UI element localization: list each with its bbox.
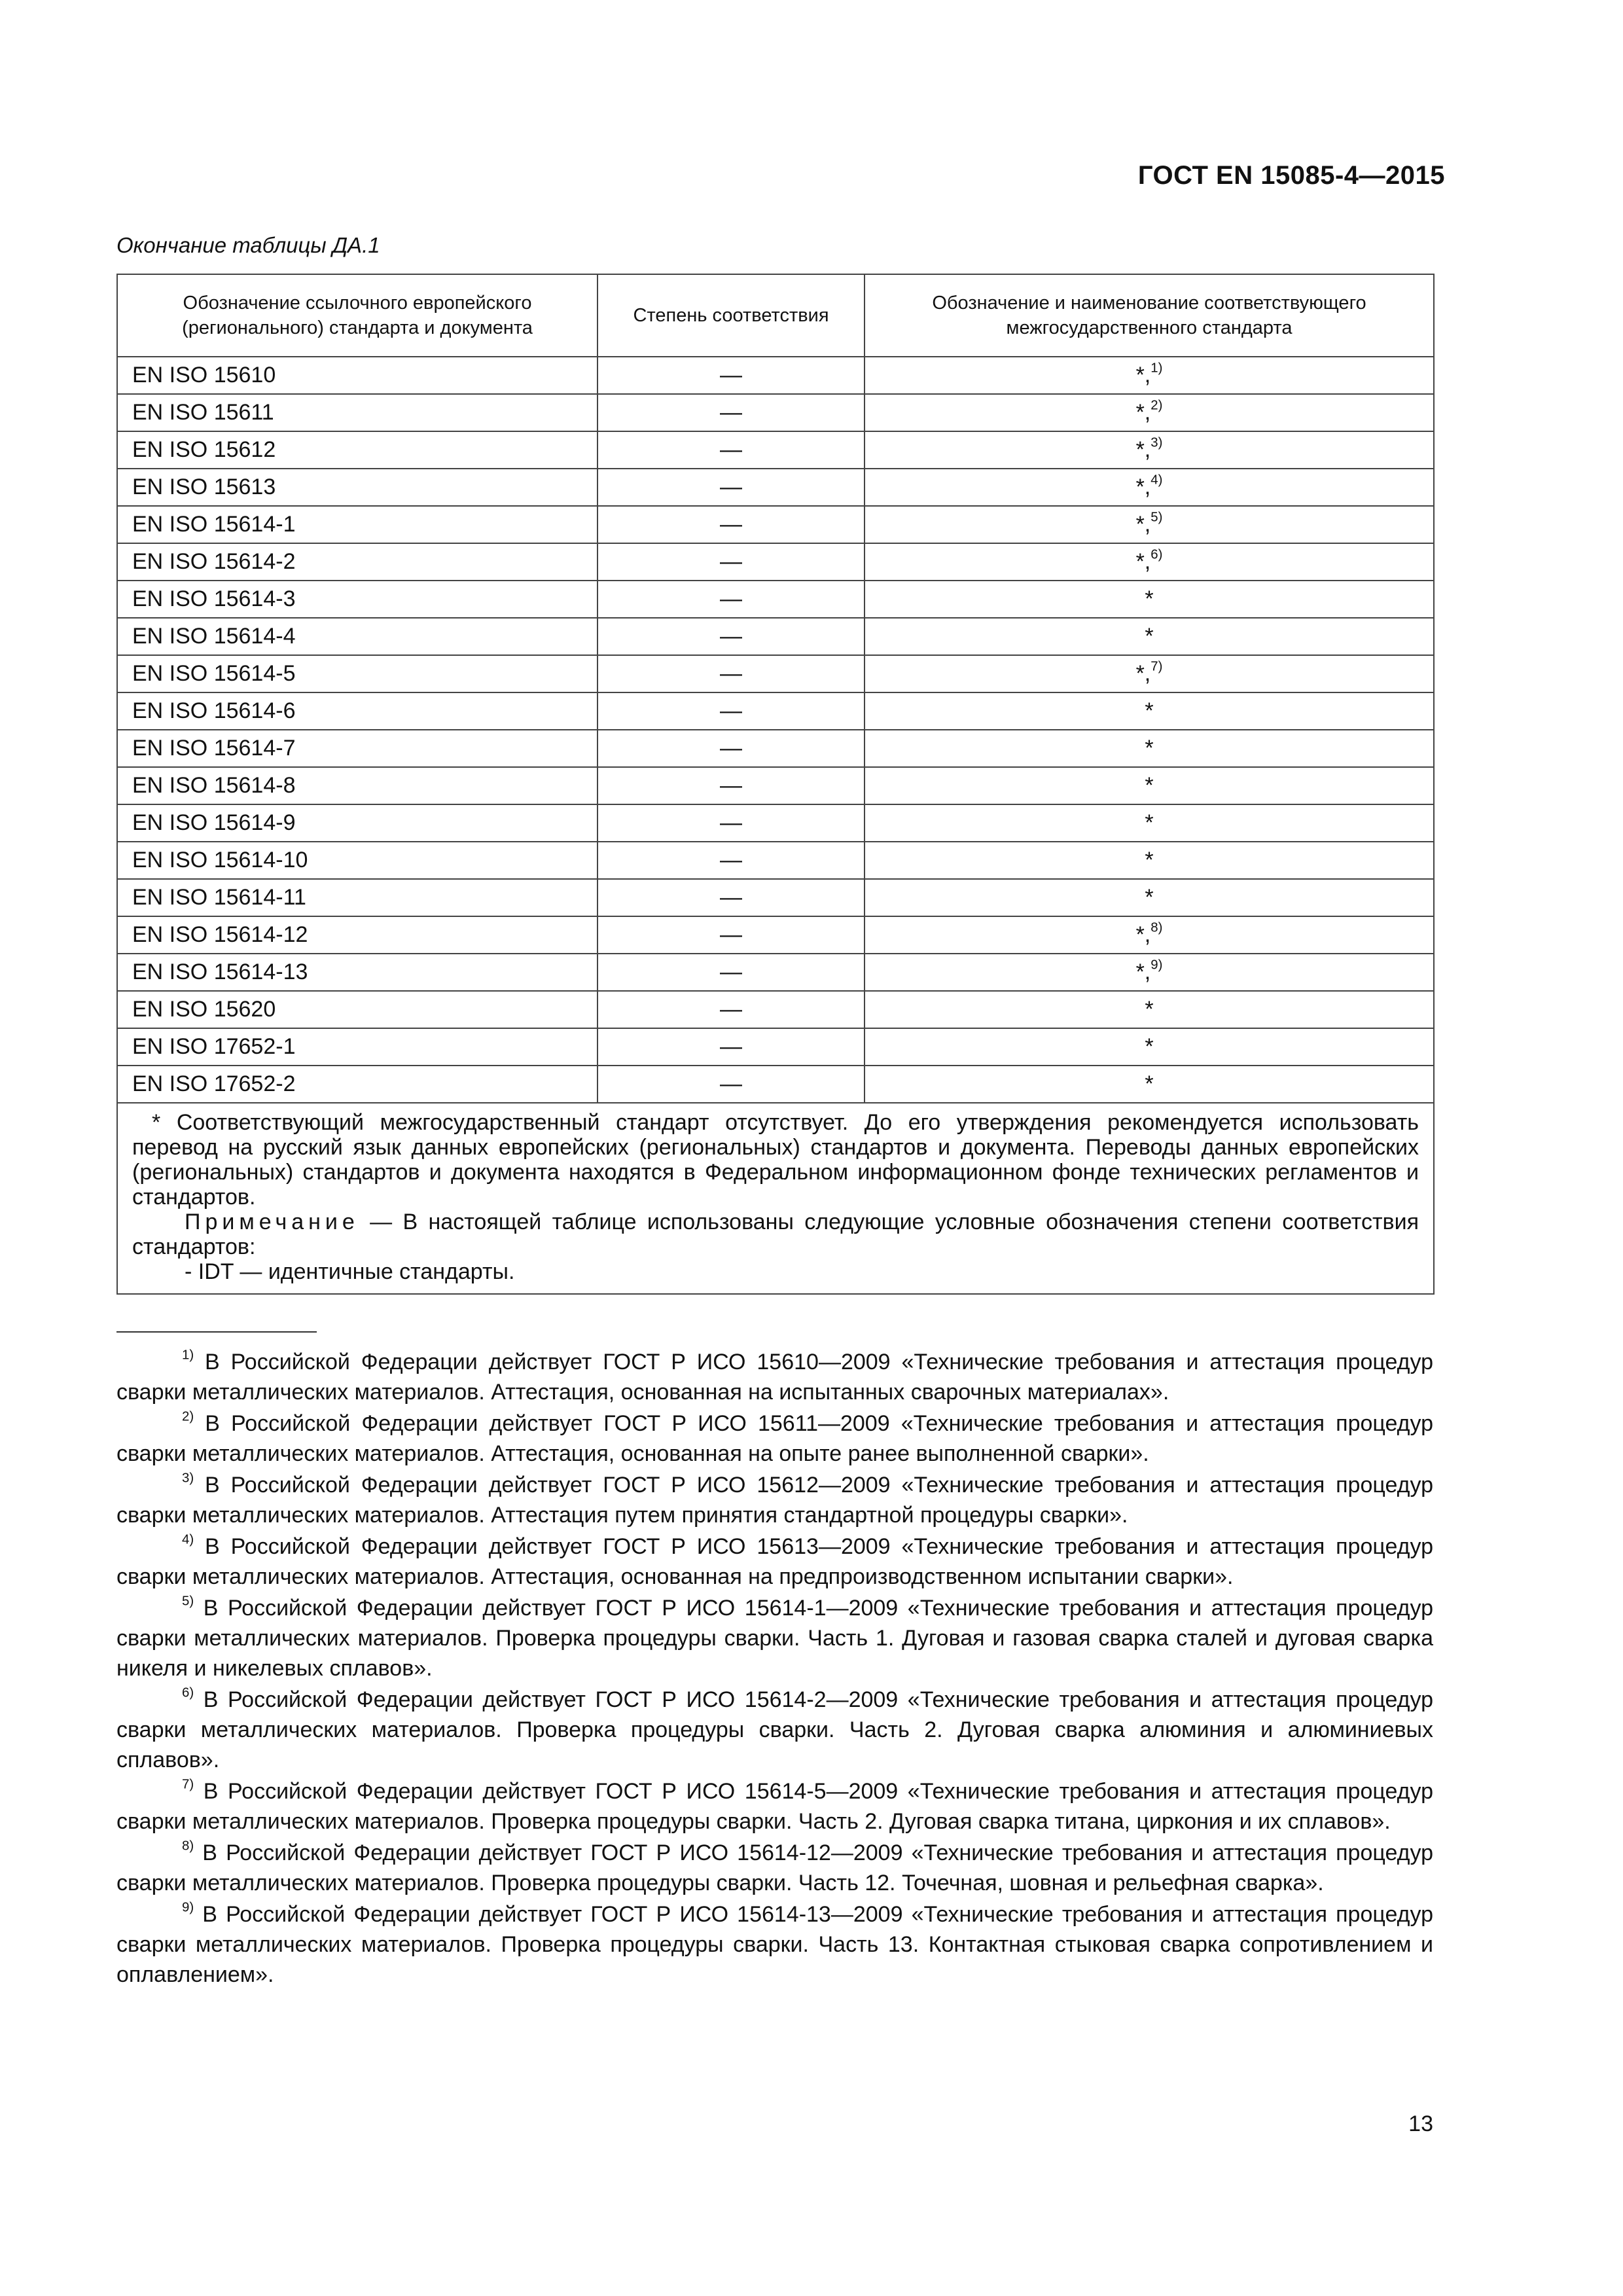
row-degree: — bbox=[597, 1028, 865, 1066]
row-footnote-ref: 2) bbox=[1150, 398, 1163, 413]
footnote-text: В Российской Федерации действует ГОСТ Р ИСО 15614-5—2009 «Технические требования и аттестация процедур сварки металлических материалов. Проверка процедуры сварки. Часть 2. Дуговая сварка титана, циркония и их сплавов». bbox=[116, 1779, 1433, 1834]
table-row bbox=[117, 692, 1434, 730]
row-degree: — bbox=[597, 655, 865, 692]
row-interstate-standard bbox=[865, 469, 1434, 506]
table-row bbox=[117, 1066, 1434, 1103]
row-degree: — bbox=[597, 879, 865, 916]
row-degree: — bbox=[597, 991, 865, 1028]
row-interstate-standard bbox=[865, 804, 1434, 842]
row-designation: EN ISO 15611 bbox=[117, 394, 597, 431]
row-interstate-standard bbox=[865, 655, 1434, 692]
row-mark: *, bbox=[1135, 960, 1151, 984]
footnote-number: 2) bbox=[182, 1409, 194, 1424]
footnote bbox=[116, 1838, 1433, 1898]
footnote-text: В Российской Федерации действует ГОСТ Р ИСО 15613—2009 «Технические требования и аттестация процедур сварки металлических материалов. Аттестация, основанная на предпроизводственном испытании сварки». bbox=[116, 1534, 1433, 1589]
footnote-number: 8) bbox=[182, 1839, 194, 1854]
row-interstate-standard bbox=[865, 431, 1434, 469]
row-footnote-ref: 5) bbox=[1150, 510, 1163, 525]
table-body bbox=[117, 357, 1434, 1103]
row-degree: — bbox=[597, 767, 865, 804]
row-designation: EN ISO 15614-10 bbox=[117, 842, 597, 879]
row-degree: — bbox=[597, 581, 865, 618]
table-row bbox=[117, 469, 1434, 506]
row-mark: *, bbox=[1135, 363, 1151, 387]
row-mark: * bbox=[1145, 848, 1154, 872]
footnote-number: 7) bbox=[182, 1777, 194, 1792]
row-mark: *, bbox=[1135, 661, 1151, 686]
document-header: ГОСТ EN 15085-4—2015 bbox=[1137, 161, 1445, 190]
row-degree: — bbox=[597, 469, 865, 506]
row-mark: * bbox=[1145, 698, 1154, 723]
row-interstate-standard bbox=[865, 543, 1434, 581]
row-designation: EN ISO 15614-11 bbox=[117, 879, 597, 916]
row-interstate-standard bbox=[865, 618, 1434, 655]
row-degree: — bbox=[597, 842, 865, 879]
footnote-number: 9) bbox=[182, 1900, 194, 1915]
table-row bbox=[117, 394, 1434, 431]
footnote-text: В Российской Федерации действует ГОСТ Р ИСО 15611—2009 «Технические требования и аттестация процедур сварки металлических материалов. Аттестация, основанная на опыте ранее выполненной сварки». bbox=[116, 1411, 1434, 1466]
row-interstate-standard bbox=[865, 842, 1434, 879]
asterisk-note: * Соответствующий межгосударственный стандарт отсутствует. До его утверждения рекомендуется использовать перевод на русский язык данных европейских (региональных) стандартов и документа. Переводы данных европейских (региональных) стандартов и документа находятся в Федеральном информационном фонде технических регламентов и стандартов. bbox=[132, 1110, 1419, 1210]
table-row bbox=[117, 543, 1434, 581]
table-row bbox=[117, 767, 1434, 804]
row-mark: * bbox=[1145, 773, 1154, 798]
header-interstate-standard: Обозначение и наименование соответствующего межгосударственного стандарта bbox=[865, 274, 1434, 357]
footnote-number: 1) bbox=[182, 1348, 194, 1363]
table-row bbox=[117, 879, 1434, 916]
row-designation: EN ISO 17652-2 bbox=[117, 1066, 597, 1103]
table-row bbox=[117, 954, 1434, 991]
row-footnote-ref: 6) bbox=[1150, 547, 1163, 562]
row-interstate-standard bbox=[865, 991, 1434, 1028]
row-degree: — bbox=[597, 1066, 865, 1103]
row-degree: — bbox=[597, 916, 865, 954]
footnote bbox=[116, 1408, 1433, 1469]
row-designation: EN ISO 15614-12 bbox=[117, 916, 597, 954]
footnote-text: В Российской Федерации действует ГОСТ Р ИСО 15614-2—2009 «Технические требования и аттестация процедур сварки металлических материалов. Проверка процедуры сварки. Часть 2. Дуговая сварка алюминия и алюминиевых сплавов». bbox=[116, 1687, 1433, 1772]
table-row bbox=[117, 581, 1434, 618]
note-text: — В настоящей таблице использованы следующие условные обозначения степени соответствия стандартов: bbox=[132, 1210, 1419, 1259]
row-degree: — bbox=[597, 954, 865, 991]
row-interstate-standard bbox=[865, 879, 1434, 916]
row-interstate-standard bbox=[865, 767, 1434, 804]
table-note bbox=[117, 1103, 1434, 1294]
row-designation: EN ISO 15610 bbox=[117, 357, 597, 394]
row-degree: — bbox=[597, 692, 865, 730]
note-label: Примечание bbox=[185, 1210, 359, 1234]
row-mark: * bbox=[1145, 736, 1154, 761]
row-interstate-standard bbox=[865, 357, 1434, 394]
page-number: 13 bbox=[1408, 2111, 1433, 2136]
row-mark: * bbox=[1145, 1034, 1154, 1059]
row-mark: * bbox=[1145, 1071, 1154, 1096]
row-designation: EN ISO 17652-1 bbox=[117, 1028, 597, 1066]
row-degree: — bbox=[597, 394, 865, 431]
row-interstate-standard bbox=[865, 581, 1434, 618]
table-row bbox=[117, 804, 1434, 842]
footnote bbox=[116, 1347, 1433, 1407]
table-row bbox=[117, 916, 1434, 954]
footnotes bbox=[116, 1347, 1433, 1991]
table-row bbox=[117, 730, 1434, 767]
row-interstate-standard bbox=[865, 730, 1434, 767]
footnote bbox=[116, 1685, 1433, 1775]
row-footnote-ref: 7) bbox=[1150, 659, 1163, 674]
row-footnote-ref: 1) bbox=[1150, 361, 1163, 376]
row-interstate-standard bbox=[865, 692, 1434, 730]
row-mark: * bbox=[1145, 624, 1154, 649]
note-item: - IDT — идентичные стандарты. bbox=[185, 1259, 515, 1284]
row-degree: — bbox=[597, 618, 865, 655]
footnote-separator bbox=[116, 1331, 317, 1333]
table-row bbox=[117, 991, 1434, 1028]
table-row bbox=[117, 357, 1434, 394]
footnote bbox=[116, 1776, 1433, 1837]
row-footnote-ref: 9) bbox=[1150, 958, 1163, 973]
footnote bbox=[116, 1470, 1433, 1530]
row-mark: *, bbox=[1135, 437, 1151, 462]
row-mark: *, bbox=[1135, 549, 1151, 574]
note-paragraph bbox=[132, 1210, 1419, 1259]
row-designation: EN ISO 15614-7 bbox=[117, 730, 597, 767]
table-row bbox=[117, 1028, 1434, 1066]
row-designation: EN ISO 15614-9 bbox=[117, 804, 597, 842]
footnote-text: В Российской Федерации действует ГОСТ Р ИСО 15610—2009 «Технические требования и аттестация процедур сварки металлических материалов. Аттестация, основанная на испытанных сварочных материалах». bbox=[116, 1350, 1433, 1405]
row-mark: * bbox=[1145, 810, 1154, 835]
row-degree: — bbox=[597, 730, 865, 767]
row-mark: *, bbox=[1135, 400, 1151, 425]
table-row bbox=[117, 506, 1434, 543]
row-degree: — bbox=[597, 804, 865, 842]
row-mark: * bbox=[1145, 885, 1154, 910]
row-mark: *, bbox=[1135, 475, 1151, 499]
footnote bbox=[116, 1593, 1433, 1683]
table-row bbox=[117, 842, 1434, 879]
footnote-number: 3) bbox=[182, 1471, 194, 1486]
row-designation: EN ISO 15614-13 bbox=[117, 954, 597, 991]
row-degree: — bbox=[597, 357, 865, 394]
row-designation: EN ISO 15614-1 bbox=[117, 506, 597, 543]
row-designation: EN ISO 15612 bbox=[117, 431, 597, 469]
footnote-text: В Российской Федерации действует ГОСТ Р ИСО 15614-12—2009 «Технические требования и аттестация процедур сварки металлических материалов. Проверка процедуры сварки. Часть 12. Точечная, шовная и рельефная сварка». bbox=[116, 1840, 1433, 1895]
row-mark: *, bbox=[1135, 922, 1151, 947]
table-note-row bbox=[117, 1103, 1434, 1294]
footnote bbox=[116, 1899, 1433, 1990]
table-caption: Окончание таблицы ДА.1 bbox=[116, 233, 380, 257]
row-degree: — bbox=[597, 431, 865, 469]
header-designation: Обозначение ссылочного европейского (регионального) стандарта и документа bbox=[117, 274, 597, 357]
footnote-text: В Российской Федерации действует ГОСТ Р ИСО 15612—2009 «Технические требования и аттестация процедур сварки металлических материалов. Аттестация путем принятия стандартной процедуры сварки». bbox=[116, 1473, 1433, 1528]
row-designation: EN ISO 15613 bbox=[117, 469, 597, 506]
row-interstate-standard bbox=[865, 506, 1434, 543]
row-degree: — bbox=[597, 506, 865, 543]
footnote-text: В Российской Федерации действует ГОСТ Р ИСО 15614-13—2009 «Технические требования и аттестация процедур сварки металлических материалов. Проверка процедуры сварки. Часть 13. Контактная стыковая сварка сопротивлением и оплавлением». bbox=[116, 1902, 1433, 1987]
row-interstate-standard bbox=[865, 394, 1434, 431]
row-designation: EN ISO 15614-5 bbox=[117, 655, 597, 692]
header-degree: Степень соответствия bbox=[597, 274, 865, 357]
footnote-number: 5) bbox=[182, 1594, 194, 1609]
row-designation: EN ISO 15614-4 bbox=[117, 618, 597, 655]
footnote-number: 4) bbox=[182, 1532, 194, 1547]
footnote bbox=[116, 1532, 1433, 1592]
row-interstate-standard bbox=[865, 916, 1434, 954]
table-header-row bbox=[117, 274, 1434, 357]
footnote-number: 6) bbox=[182, 1685, 194, 1700]
row-footnote-ref: 8) bbox=[1150, 920, 1163, 935]
row-interstate-standard bbox=[865, 954, 1434, 991]
row-designation: EN ISO 15614-8 bbox=[117, 767, 597, 804]
row-mark: * bbox=[1145, 997, 1154, 1022]
table-row bbox=[117, 431, 1434, 469]
table-row bbox=[117, 655, 1434, 692]
row-degree: — bbox=[597, 543, 865, 581]
standards-table bbox=[116, 274, 1435, 1295]
row-mark: * bbox=[1145, 586, 1154, 611]
row-mark: *, bbox=[1135, 512, 1151, 537]
table-row bbox=[117, 618, 1434, 655]
row-interstate-standard bbox=[865, 1066, 1434, 1103]
row-designation: EN ISO 15614-3 bbox=[117, 581, 597, 618]
row-interstate-standard bbox=[865, 1028, 1434, 1066]
row-footnote-ref: 3) bbox=[1150, 435, 1163, 450]
footnote-text: В Российской Федерации действует ГОСТ Р ИСО 15614-1—2009 «Технические требования и аттестация процедур сварки металлических материалов. Проверка процедуры сварки. Часть 1. Дуговая и газовая сварка сталей и дуговая сварка никеля и никелевых сплавов». bbox=[116, 1596, 1433, 1681]
row-designation: EN ISO 15620 bbox=[117, 991, 597, 1028]
row-designation: EN ISO 15614-2 bbox=[117, 543, 597, 581]
row-footnote-ref: 4) bbox=[1150, 473, 1163, 488]
row-designation: EN ISO 15614-6 bbox=[117, 692, 597, 730]
